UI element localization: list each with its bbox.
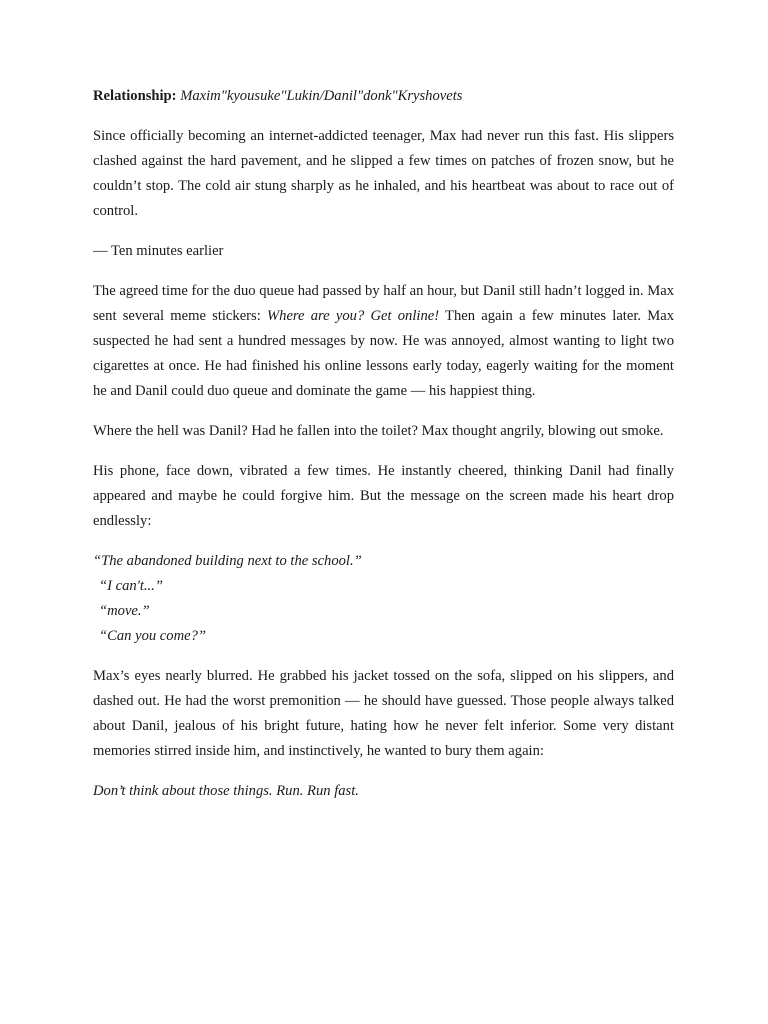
paragraph-7: Don’t think about those things. Run. Run fast. [93,783,359,799]
paragraph-6: Max’s eyes nearly blurred. He grabbed his jacket tossed on the sofa, slipped on his slippers, and dashed out. He had the worst premonition — he should have guessed. Those people always talked about Danil, jealous of his bright future, hating how he never felt inferior. Some very distant memories stirred inside him, and instinctively, he wanted to bury them again: [93,668,674,759]
message-line-1: “The abandoned building next to the school.” [93,553,362,569]
paragraph-3 [93,279,674,404]
paragraph-4: Where the hell was Danil? Had he fallen into the toilet? Max thought angrily, blowing out smoke. [93,423,664,439]
paragraph-3-text-b: Then again a few minutes later. Max suspected he had sent a hundred messages by now. He was annoyed, almost wanting to light two cigarettes at once. He had finished his online lessons early today, eagerly waiting for the moment he and Danil could duo queue and dominate the game — his happiest thing. [93,308,675,399]
message-line-3: “move.” [99,603,150,619]
message-block [93,549,674,649]
paragraph-1: Since officially becoming an internet-addicted teenager, Max had never run this fast. His slippers clashed against the hard pavement, and he slipped a few times on patches of frozen snow, but he couldn’t stop. The cold air stung sharply as he inhaled, and his heartbeat was about to race out of control. [93,128,674,219]
message-line-4: “Can you come?” [99,628,207,644]
paragraph-5: His phone, face down, vibrated a few times. He instantly cheered, thinking Danil had finally appeared and maybe he could forgive him. But the message on the screen made his heart drop endlessly: [93,463,674,529]
relationship-value: Maxim"kyousuke"Lukin/Danil"donk"Kryshovets [180,88,463,104]
relationship-label: Relationship: [93,88,177,104]
document-page [93,84,674,804]
message-line-2: “I can't...” [99,578,163,594]
relationship-line [93,84,674,109]
paragraph-3-text-a: The agreed time for the duo queue had passed by half an hour, but Danil still hadn’t logged in. Max sent several meme stickers: [93,283,674,324]
paragraph-time-skip: — Ten minutes earlier [93,243,224,259]
paragraph-3-emphasis: Where are you? Get online! [266,308,440,324]
